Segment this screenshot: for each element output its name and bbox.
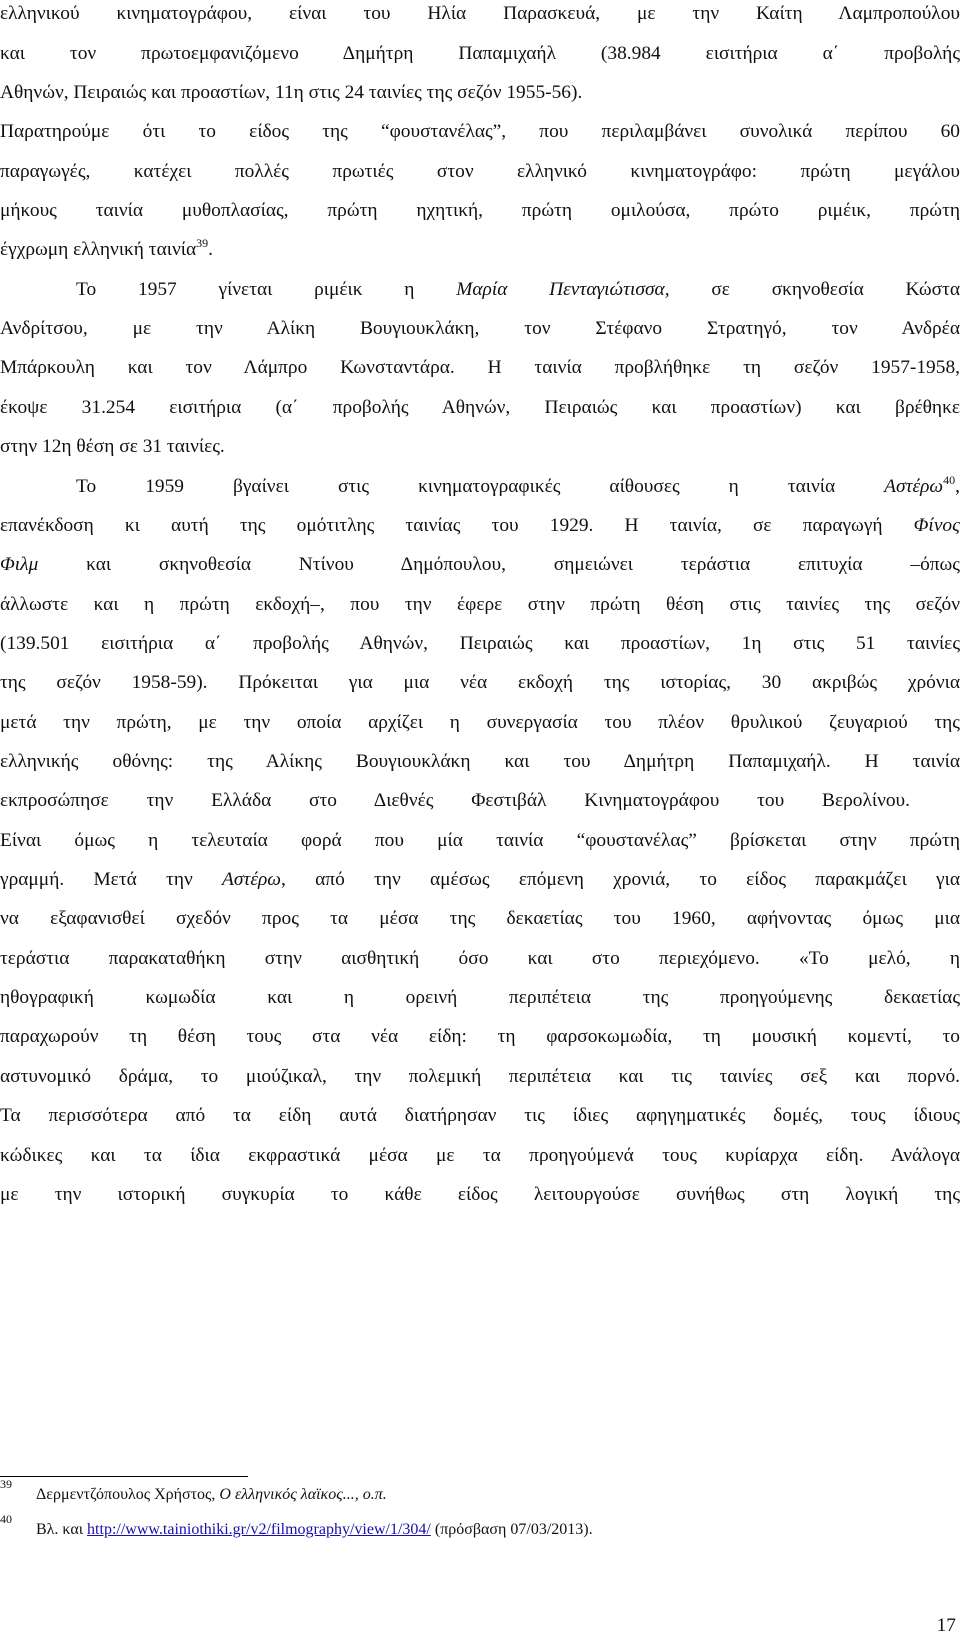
footnote (0, 1512, 960, 1541)
line-text: ελληνικής οθόνης: της Αλίκης Βουγιουκλάκη και του Δημήτρη Παπαμιχαήλ. Η ταινία (0, 751, 960, 772)
line-italic-text: Φίνος (913, 515, 960, 536)
text-line (0, 81, 960, 105)
text-line (0, 1065, 960, 1089)
text-line (0, 435, 960, 459)
text-line (0, 120, 960, 144)
text-line (0, 947, 960, 971)
text-line (0, 632, 960, 656)
line-text: άλλωστε και η πρώτη εκδοχή–, που την έφερε στην πρώτη θέση στις ταινίες της σεζόν (0, 594, 960, 615)
line-text: με την ιστορική συγκυρία το κάθε είδος λειτουργούσε συνήθως στη λογική της (0, 1184, 960, 1205)
footnote-separator (0, 1476, 248, 1477)
line-text: Ανδρίτσου, με την Αλίκη Βουγιουκλάκη, τον Στέφανο Στρατηγό, τον Ανδρέα (0, 318, 960, 339)
line-text: . (208, 239, 213, 260)
line-italic-text: Μαρία Πενταγιώτισσα, (456, 279, 670, 300)
line-text: έκοψε 31.254 εισιτήρια (α΄ προβολής Αθηνών, Πειραιώς και προαστίων) και βρέθηκε (0, 397, 960, 418)
line-text: και σκηνοθεσία Ντίνου Δημόπουλου, σημειώνει τεράστια επιτυχία –όπως (38, 554, 960, 575)
footnote-number: 39 (0, 1477, 12, 1491)
text-line (0, 160, 960, 184)
text-line (0, 986, 960, 1010)
line-text: της σεζόν 1958-59). Πρόκειται για μια νέα εκδοχή της ιστορίας, 30 ακριβώς χρόνια (0, 672, 960, 693)
line-text: μήκους ταινία μυθοπλασίας, πρώτη ηχητική, πρώτη ομιλούσα, πρώτο ριμέικ, πρώτη (0, 200, 960, 221)
text-line (76, 278, 960, 302)
footnote-number: 40 (0, 1512, 12, 1526)
footnote-text (36, 1519, 593, 1541)
page-number: 17 (936, 1615, 956, 1636)
line-text: εκπροσώπησε την Ελλάδα στο Διεθνές Φεστιβάλ Κινηματογράφου του Βερολίνου. (0, 790, 910, 811)
text-line (0, 1183, 960, 1207)
footnote-text: Δερμεντζόπουλος Χρήστος, (36, 1486, 220, 1503)
footnote (0, 1477, 960, 1506)
line-text: ηθογραφική κωμωδία και η ορεινή περιπέτεια της προηγούμενης δεκαετίας (0, 987, 960, 1008)
footnote-text (36, 1484, 387, 1506)
text-line (0, 593, 960, 617)
line-italic-text: Αστέρω (222, 869, 282, 890)
line-text: παραγωγές, κατέχει πολλές πρωτιές στον ελληνικό κινηματογράφο: πρώτη μεγάλου (0, 161, 960, 182)
text-line (0, 750, 960, 774)
line-text: Παρατηρούμε ότι το είδος της “φουστανέλας”, που περιλαμβάνει συνολικά περίπου 60 (0, 121, 960, 142)
text-line (0, 711, 960, 735)
text-line (0, 1025, 960, 1049)
text-line (0, 2, 960, 26)
line-text: ελληνικού κινηματογράφου, είναι του Ηλία Παρασκευά, με την Καίτη Λαμπροπούλου (0, 3, 960, 24)
text-line (0, 317, 960, 341)
text-line (0, 1144, 960, 1168)
line-text: έγχρωμη ελληνική ταινία (0, 239, 197, 260)
footnote-reference: 40 (943, 473, 956, 487)
text-line (0, 671, 960, 695)
line-text: , (955, 476, 960, 497)
line-text: Αθηνών, Πειραιώς και προαστίων, 11η στις 24 ταινίες της σεζόν 1955-56). (0, 82, 583, 103)
text-line (0, 396, 960, 420)
line-text: Μπάρκουλη και τον Λάμπρο Κωνσταντάρα. Η ταινία προβλήθηκε τη σεζόν 1957-1958, (0, 357, 960, 378)
footnote-link[interactable]: http://www.tainiothiki.gr/v2/filmography/view/1/304/ (87, 1521, 431, 1538)
line-text: Το 1957 γίνεται ριμέικ η (76, 279, 457, 300)
text-line (0, 238, 960, 262)
text-line (76, 475, 960, 499)
line-text: και τον πρωτοεμφανιζόμενο Δημήτρη Παπαμιχαήλ (38.984 εισιτήρια α΄ προβολής (0, 43, 960, 64)
text-line (0, 199, 960, 223)
line-text: γραμμή. Μετά την (0, 869, 223, 890)
line-text: (139.501 εισιτήρια α΄ προβολής Αθηνών, Πειραιώς και προαστίων, 1η στις 51 ταινίες (0, 633, 960, 654)
line-text: μετά την πρώτη, με την οποία αρχίζει η συνεργασία του πλέον θρυλικού ζευγαριού της (0, 712, 960, 733)
line-text: , από την αμέσως επόμενη χρονιά, το είδος παρακμάζει για (281, 869, 960, 890)
footnote-italic-text: Ο ελληνικός λαϊκος..., ο.π. (219, 1486, 387, 1503)
footnote-text: Βλ. και (36, 1521, 88, 1538)
line-text: κώδικες και τα ίδια εκφραστικά μέσα με τα προηγούμενά τους κυρίαρχα είδη. Ανάλογα (0, 1145, 960, 1166)
line-text: στην 12η θέση σε 31 ταινίες. (0, 436, 225, 457)
line-text: παραχωρούν τη θέση τους στα νέα είδη: τη φαρσοκωμωδία, τη μουσική κομεντί, το (0, 1026, 960, 1047)
footnote-text: (πρόσβαση 07/03/2013). (430, 1521, 593, 1538)
text-line (0, 356, 960, 380)
line-text: σε σκηνοθεσία Κώστα (669, 279, 960, 300)
line-text: αστυνομικό δράμα, το μιούζικαλ, την πολεμική περιπέτεια και τις ταινίες σεξ και πορνό. (0, 1066, 960, 1087)
text-line (0, 789, 910, 813)
text-line (0, 907, 960, 931)
text-line (0, 514, 960, 538)
line-text: Είναι όμως η τελευταία φορά που μία ταινία “φουστανέλας” βρίσκεται στην πρώτη (0, 830, 960, 851)
footnote-reference: 39 (196, 236, 209, 250)
text-line (0, 553, 960, 577)
text-line (0, 1104, 960, 1128)
line-text: Το 1959 βγαίνει στις κινηματογραφικές αίθουσες η ταινία (76, 476, 885, 497)
line-text: να εξαφανισθεί σχεδόν προς τα μέσα της δεκαετίας του 1960, αφήνοντας όμως μια (0, 908, 960, 929)
line-italic-text: Αστέρω (884, 476, 944, 497)
text-line (0, 42, 960, 66)
line-text: Τα περισσότερα από τα είδη αυτά διατήρησαν τις ίδιες αφηγηματικές δομές, τους ίδιους (0, 1105, 960, 1126)
line-italic-text: Φιλμ (0, 554, 39, 575)
line-text: επανέκδοση κι αυτή της ομότιτλης ταινίας του 1929. Η ταινία, σε παραγωγή (0, 515, 914, 536)
text-line (0, 868, 960, 892)
text-line (0, 829, 960, 853)
line-text: τεράστια παρακαταθήκη στην αισθητική όσο και στο περιεχόμενο. «Το μελό, η (0, 948, 960, 969)
